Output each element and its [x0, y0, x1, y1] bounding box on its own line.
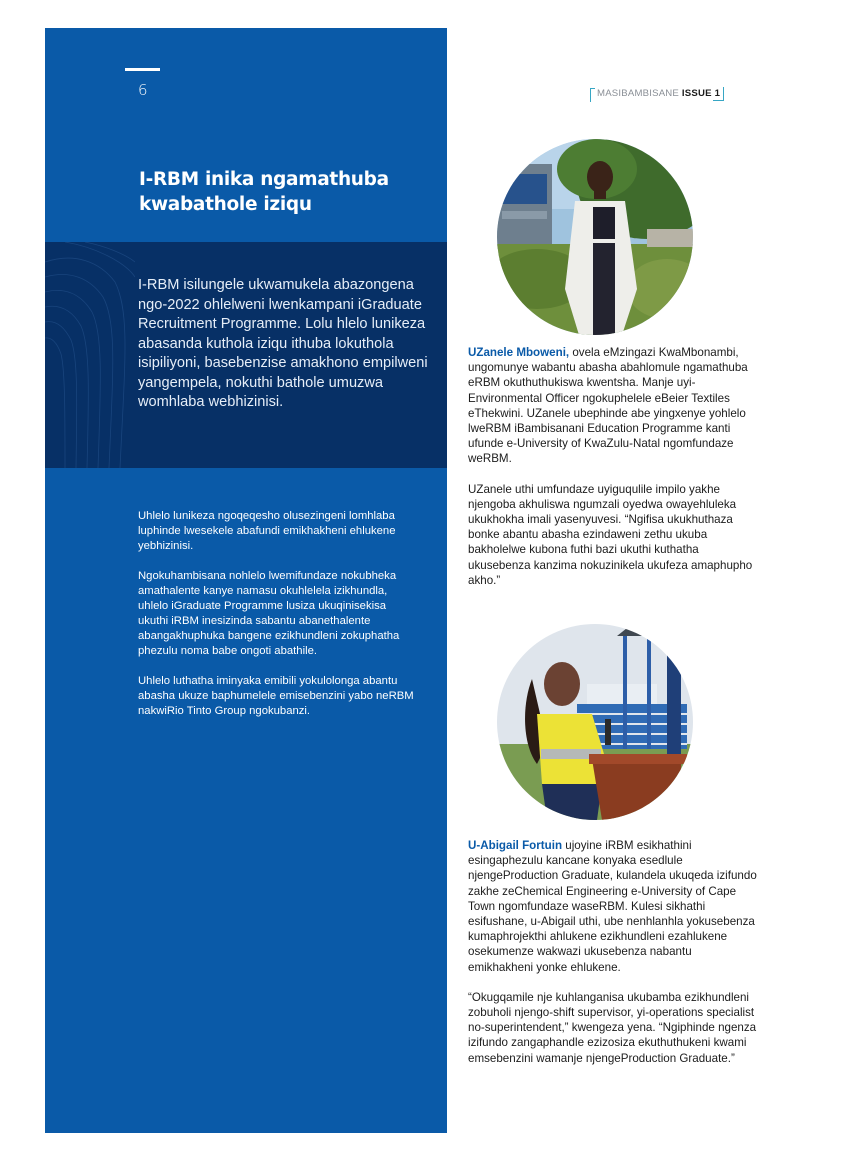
- headline-line-2: kwabathole iziqu: [139, 194, 312, 215]
- portrait-woman-white-coat-icon: [497, 139, 693, 335]
- page-number: 6: [138, 81, 148, 99]
- article-intro: I-RBM isilungele ukwamukela abazongena ngo-2022 ohlelweni lwenkampani iGraduate Recruitment Programme. Lolu hlelo lunikeza abasanda kuthola iziqu ithuba lokuthola isipiliyoni, basebenzise amakhono empilweni yangempela, nokuthi bathole umuzwa womhlaba webhizinisi.: [138, 277, 428, 410]
- profile-quote: UZanele uthi umfundaze uyiguqulile impilo yakhe njengoba akhuliswa ngumzali oyedwa owayehluleka ukukhokha imali yasenyuvesi. “Ngifisa ukukhuthaza bonke abantu abasha ezindaweni zethu ukuba bakholelwe kubona futhi bazi ukuthi kuthatha ukusebenza kanzima nokuzinikela ukufeza amaphupho akho.”: [468, 482, 753, 587]
- contour-pattern-icon: [45, 242, 135, 468]
- profile-text: ovela eMzingazi KwaMbonambi, ungomunye wabantu abasha abahlomule ngamathuba eRBM okuthuthukiswa kwentsha. Manje uyi-Environmental Officer ngokuphelele eBeier Textiles eThekwini. UZanele ubephinde abe yingxenye yohlelo lweRBM iBambisanani Education Programme kanti ufunde e-University of KwaZulu-Natal ngomfundaze weRBM.: [468, 346, 748, 466]
- profile-paragraph: [468, 345, 758, 467]
- article-headline: [139, 167, 439, 217]
- profile-name: U-Abigail Fortuin: [468, 839, 563, 852]
- profile-text: ujoyine iRBM esikhathini esingaphezulu kancane konyaka esedlule njengeProduction Graduate, kulandela ukuqeda izifundo zakhe zeChemical Engineering e-University of Cape Town ngomfundaze waseRBM. Kulesi sikhathi esifushane, u-Abigail uthi, ube nenhlanhla yokusebenza kumaphrojekthi ahlukene ezikhundleni ezahlukene osekumenze wakwazi ukusebenza nabantu emikhakheni yonke ehlukene.: [468, 839, 757, 974]
- profile-abigail: [468, 838, 758, 1081]
- profile-quote: “Okugqamile nje kuhlanganisa ukubamba ezikhundleni zobuholi njengo-shift supervisor, yi-operations specialist no-superintendent,” kwengeza yena. “Ngiphinde ngenza izifundo zangaphandle ezizosiza ekuthuthukeni kwami emsebenzini wamanje njengeProduction Graduate.”: [468, 990, 757, 1065]
- blue-sidebar-panel: [45, 28, 447, 1133]
- body-paragraph: Uhlelo lunikeza ngoqeqesho olusezingeni lomhlaba luphinde lwesekele abafundi emikhakheni ehlukene yebhizinisi.: [138, 510, 396, 552]
- body-paragraph: Uhlelo luthatha iminyaka emibili yokulolonga abantu abasha ukuze baphumelele emisebenzini yabo neRBM nakwiRio Tinto Group ngokubanzi.: [138, 675, 414, 717]
- profile-photo-abigail: [497, 624, 693, 820]
- bracket-left-icon: [590, 88, 595, 102]
- issue-number: ISSUE 1: [681, 88, 721, 99]
- profile-photo-zanele: [497, 139, 693, 335]
- publication-name: MASIBAMBISANE: [597, 88, 680, 99]
- page-number-rule: [125, 68, 160, 71]
- body-paragraph: Ngokuhambisana nohlelo lwemifundaze nokubheka amathalente kanye namasu okuhlelela izikhundla, uhlelo iGraduate Programme lusiza ukuqinisekisa ukuthi iRBM inesizinda sabantu abanethalente abangakhuphuka bangene ezikhundleni zokuphatha phezulu noma babe ongoti abathile.: [138, 570, 400, 657]
- bracket-right-icon: [713, 87, 724, 101]
- profile-paragraph: [468, 838, 758, 975]
- profile-zanele: [468, 345, 758, 603]
- headline-line-1: I-RBM inika ngamathuba: [139, 169, 389, 190]
- left-body-text: [138, 509, 418, 734]
- profile-name: UZanele Mboweni,: [468, 346, 570, 359]
- intro-band: [45, 242, 447, 468]
- portrait-woman-at-podium-icon: [497, 624, 693, 820]
- issue-tag: [590, 86, 724, 101]
